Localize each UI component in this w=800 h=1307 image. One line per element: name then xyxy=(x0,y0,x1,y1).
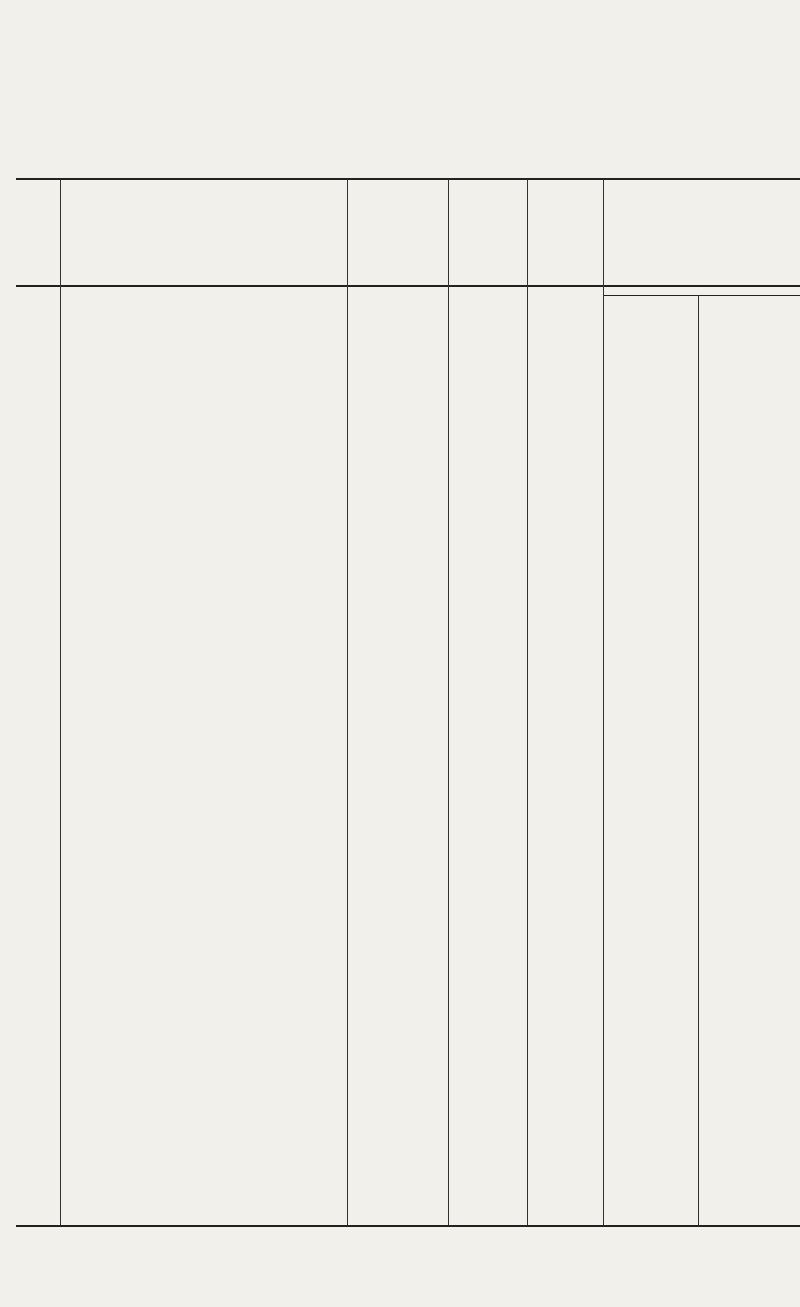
table-row xyxy=(0,940,800,958)
table-row xyxy=(0,832,800,850)
table-row xyxy=(0,560,800,578)
table-row xyxy=(0,958,800,976)
table-row xyxy=(0,886,800,904)
table-row xyxy=(0,1136,800,1154)
table-row xyxy=(0,632,800,650)
subheader-rule xyxy=(603,295,800,296)
table-row xyxy=(0,488,800,506)
table-row xyxy=(0,452,800,470)
table-row xyxy=(0,524,800,542)
table-row xyxy=(0,1153,800,1171)
table-bottom-rule xyxy=(16,1225,800,1227)
table-row xyxy=(0,614,800,632)
table-row xyxy=(0,850,800,868)
table-row xyxy=(0,814,800,832)
table-row xyxy=(0,434,800,452)
table-row xyxy=(0,688,800,706)
table-row xyxy=(0,742,800,760)
table-row xyxy=(0,596,800,614)
table-row xyxy=(0,976,800,994)
table-row xyxy=(0,1170,800,1188)
table-row xyxy=(0,778,800,796)
table-top-rule xyxy=(16,178,800,180)
table-row xyxy=(0,1187,800,1205)
table-row xyxy=(0,470,800,488)
table-row xyxy=(0,724,800,742)
table-row xyxy=(0,506,800,524)
table-row xyxy=(0,922,800,940)
table-row xyxy=(0,706,800,724)
table-row xyxy=(0,904,800,922)
table-row xyxy=(0,796,800,814)
header-bottom-rule xyxy=(16,285,800,287)
table-row xyxy=(0,868,800,886)
table-row xyxy=(0,542,800,560)
table-row xyxy=(0,760,800,778)
table-row xyxy=(0,578,800,596)
table-row xyxy=(0,994,800,1012)
